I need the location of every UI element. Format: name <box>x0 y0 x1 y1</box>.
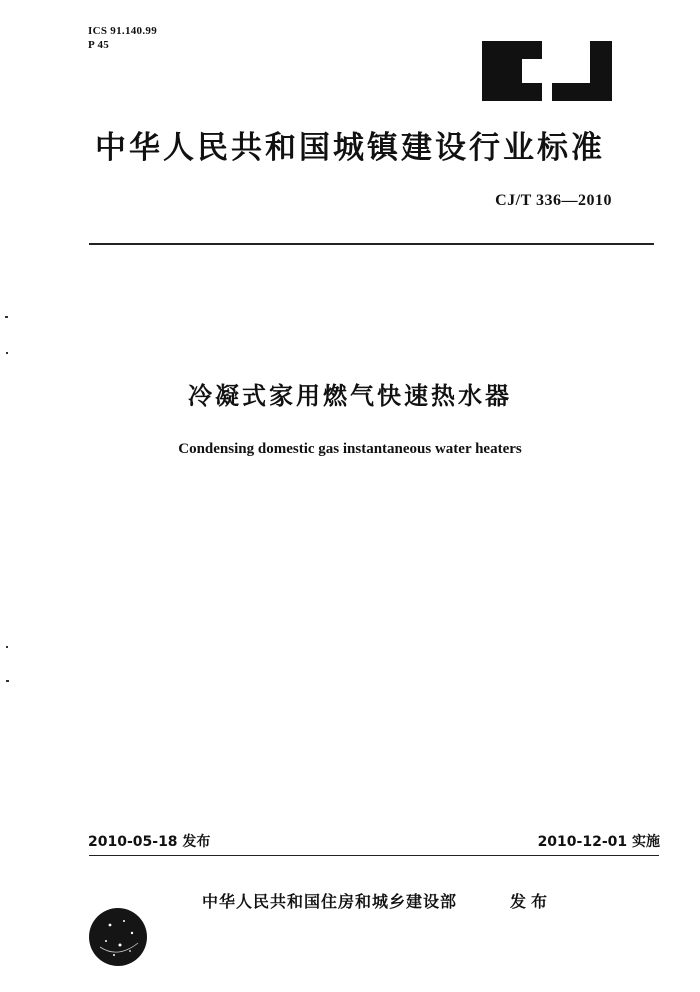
cj-logo <box>478 37 616 105</box>
ccs-code: P 45 <box>88 39 110 51</box>
issue-date: 2010-05-18 发布 <box>88 834 211 850</box>
scan-speck <box>6 680 9 682</box>
publish-label: 发布 <box>510 892 553 911</box>
scan-speck <box>6 646 8 648</box>
standard-number: CJ/T 336—2010 <box>495 192 612 209</box>
scan-speck <box>5 316 8 318</box>
hologram-seal-icon <box>88 907 148 967</box>
publisher-name: 中华人民共和国住房和城乡建设部 <box>202 892 458 911</box>
footer-divider <box>89 855 659 856</box>
ics-code: ICS 91.140.99 <box>88 25 157 37</box>
implementation-date: 2010-12-01 实施 <box>537 834 660 850</box>
scan-speck <box>6 352 8 354</box>
document-title-chinese: 冷凝式家用燃气快速热水器 <box>188 382 512 410</box>
standard-category-title: 中华人民共和国城镇建设行业标准 <box>95 130 605 166</box>
document-title-english: Condensing domestic gas instantaneous water heaters <box>178 441 522 457</box>
header-divider <box>89 243 654 245</box>
classification-codes <box>88 24 157 52</box>
